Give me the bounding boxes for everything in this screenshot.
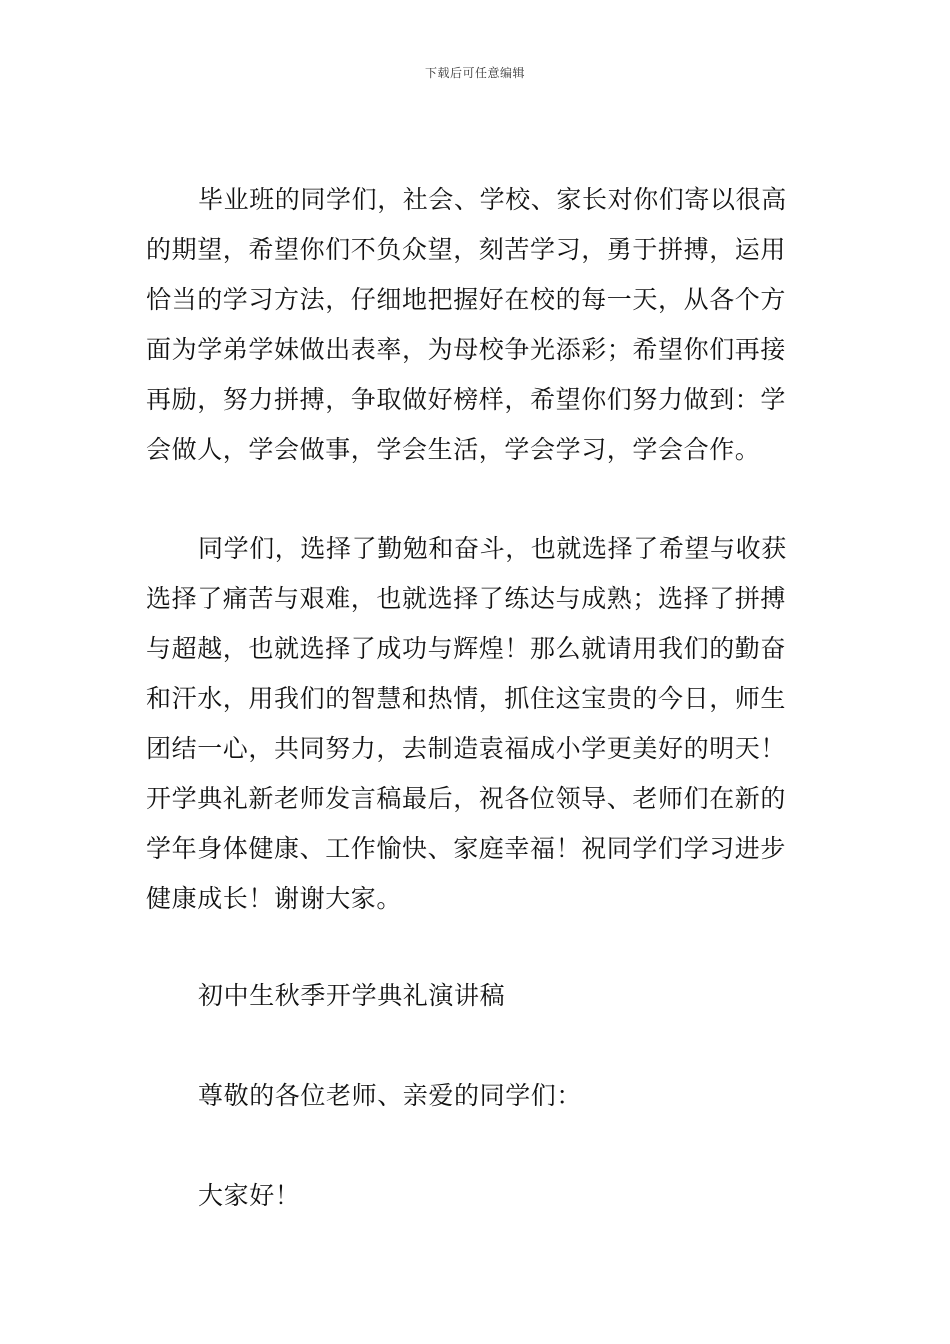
paragraph-choice-and-closing: [146, 524, 810, 924]
speech-title: 初中生秋季开学典礼演讲稿: [198, 981, 506, 1010]
paragraph-line: 团结一心，共同努力，去制造袁福成小学更美好的明天！: [146, 734, 787, 763]
paragraph-line: 毕业班的同学们，社会、学校、家长对你们寄以很高: [198, 185, 787, 214]
paragraph-line: 与超越，也就选择了成功与辉煌！那么就请用我们的勤奋: [146, 634, 787, 663]
speech-salutation: 尊敬的各位老师、亲爱的同学们：: [198, 1081, 583, 1110]
paragraph-line: 会做人，学会做事，学会生活，学会学习，学会合作。: [146, 435, 761, 464]
paragraph-line: 恰当的学习方法，仔细地把握好在校的每一天，从各个方: [146, 285, 787, 314]
paragraph-line: 健康成长！谢谢大家。: [146, 884, 403, 913]
paragraph-line: 选择了痛苦与艰难，也就选择了练达与成熟；选择了拼搏: [146, 584, 787, 613]
paragraph-line: 同学们，选择了勤勉和奋斗，也就选择了希望与收获: [198, 534, 787, 563]
paragraph-graduating-class: [146, 175, 810, 475]
paragraph-line: 学年身体健康、工作愉快、家庭幸福！祝同学们学习进步: [146, 834, 787, 863]
page-header-note: 下载后可任意编辑: [424, 66, 525, 80]
paragraph-line: 开学典礼新老师发言稿最后，祝各位领导、老师们在新的: [146, 784, 787, 813]
paragraph-line: 和汗水，用我们的智慧和热情，抓住这宝贵的今日，师生: [146, 684, 787, 713]
paragraph-line: 再励，努力拼搏，争取做好榜样，希望你们努力做到：学: [146, 385, 787, 414]
speech-greeting: 大家好！: [198, 1181, 301, 1210]
paragraph-line: 面为学弟学妹做出表率，为母校争光添彩；希望你们再接: [146, 335, 787, 364]
paragraph-line: 的期望，希望你们不负众望，刻苦学习，勇于拼搏，运用: [146, 235, 787, 264]
